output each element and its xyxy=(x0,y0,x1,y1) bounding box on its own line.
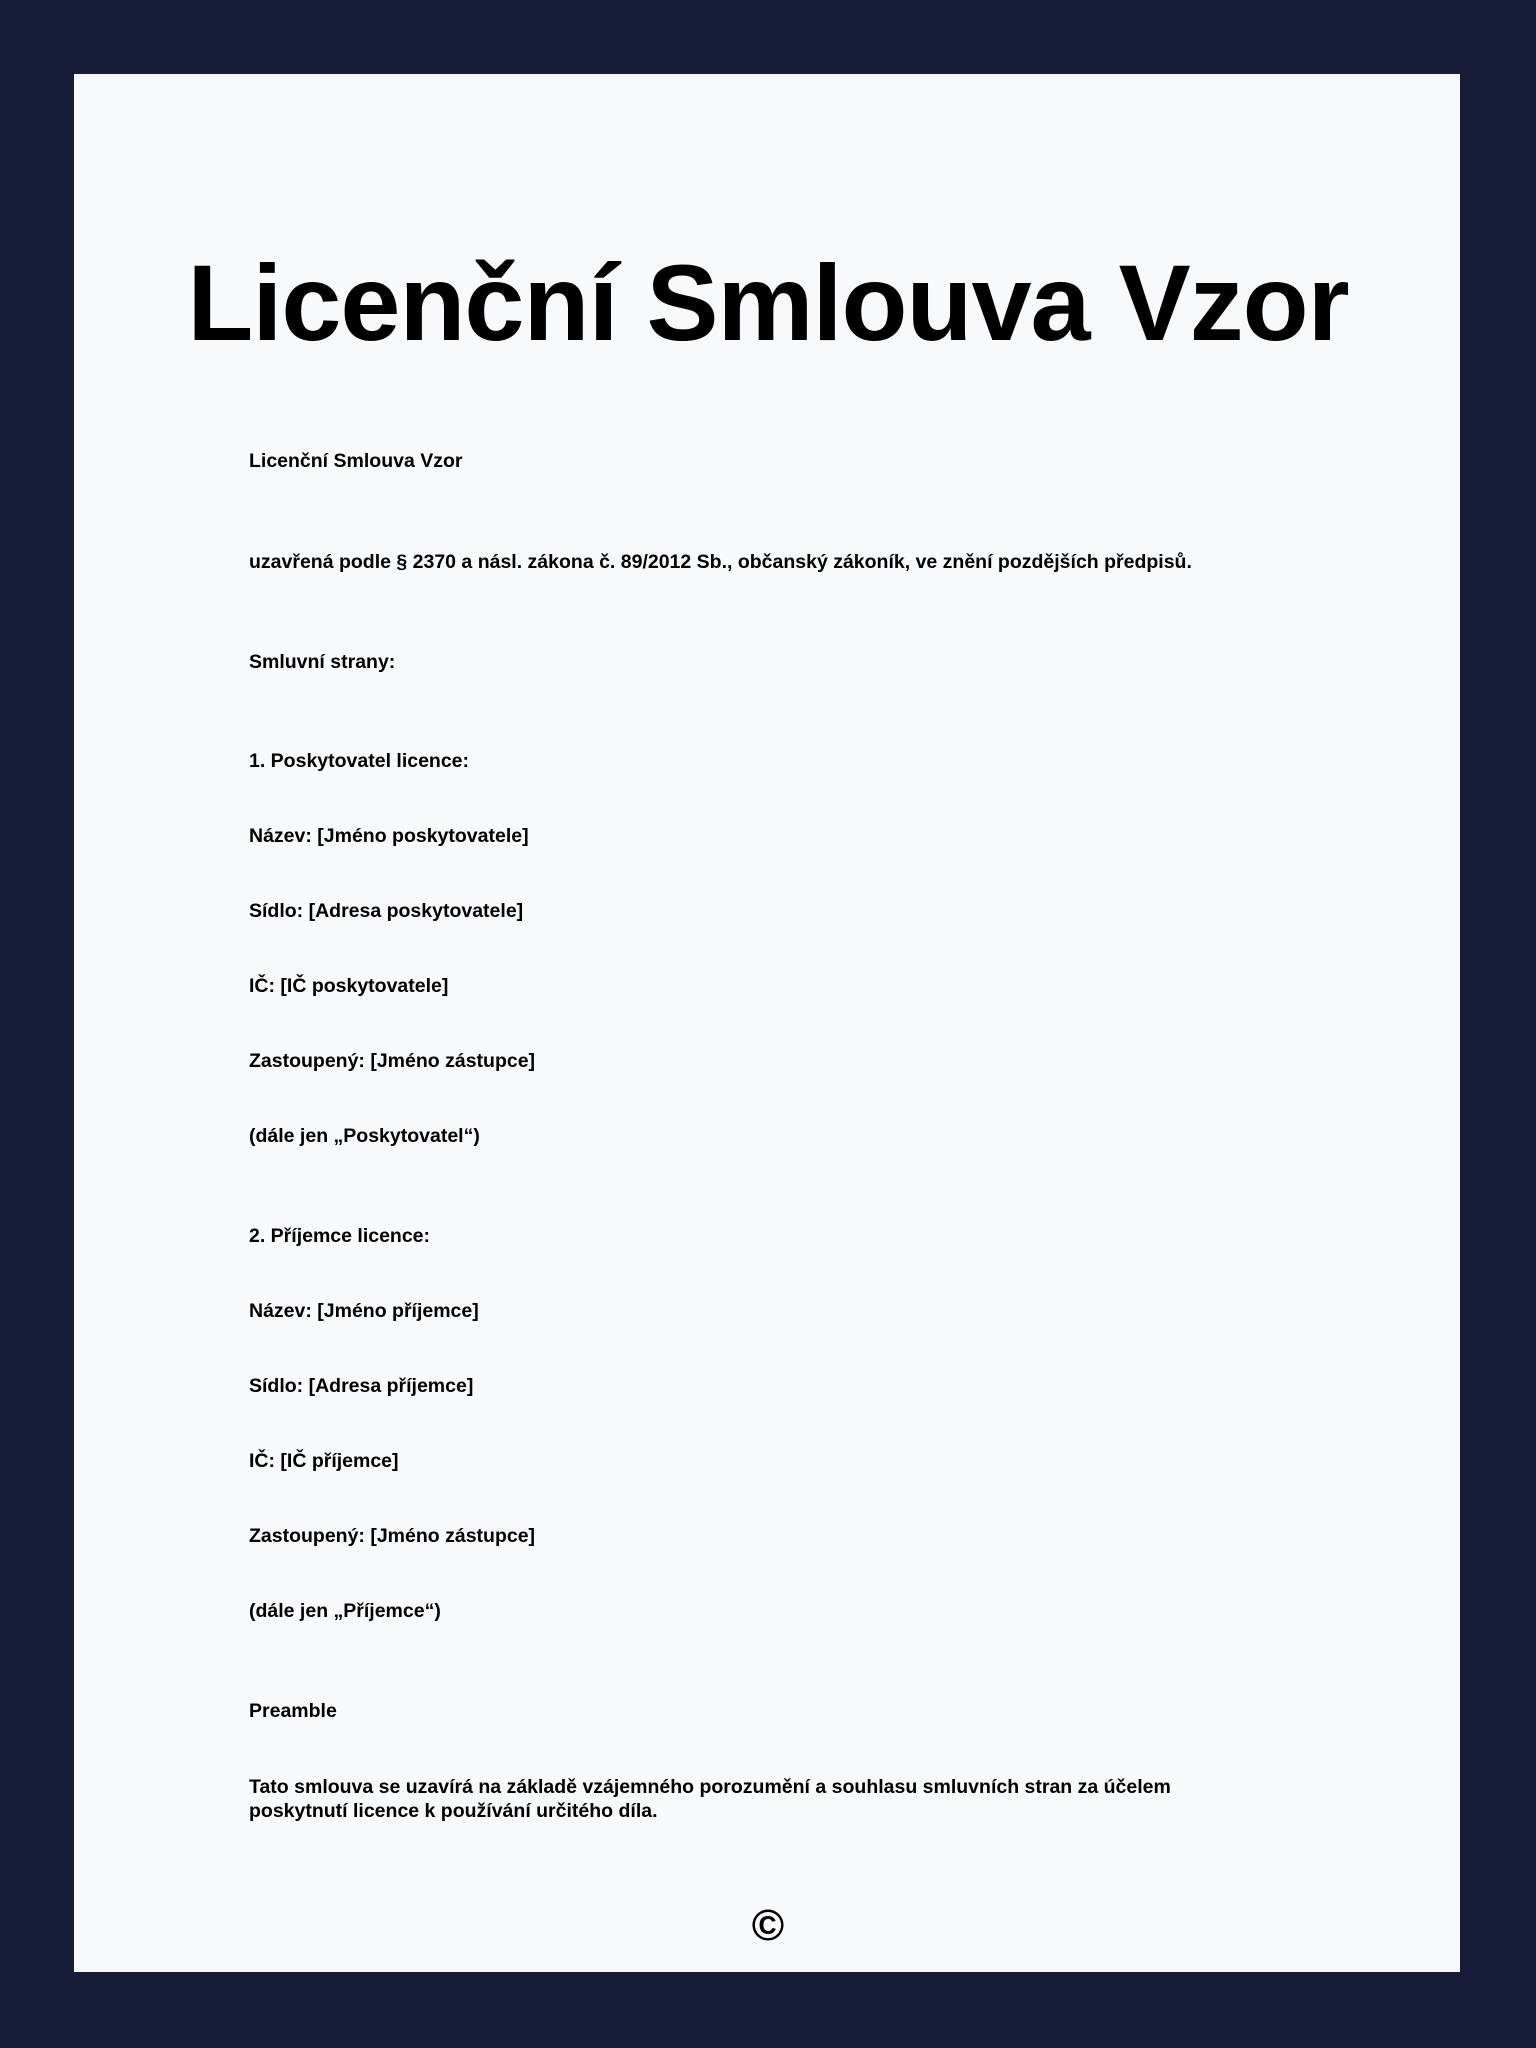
copyright-icon: © xyxy=(751,1901,785,1950)
recipient-representative: Zastoupený: [Jméno zástupce] xyxy=(249,1525,536,1547)
legal-basis: uzavřená podle § 2370 a násl. zákona č. 89/2012 Sb., občanský zákoník, ve znění pozdějších předpisů. xyxy=(249,551,1192,573)
provider-address: Sídlo: [Adresa poskytovatele] xyxy=(249,900,524,922)
recipient-heading: 2. Příjemce licence: xyxy=(249,1225,431,1247)
preamble-text: Tato smlouva se uzavírá na základě vzájemného porozumění a souhlasu smluvních stran za účelem poskytnutí licence k používání určitého díla. xyxy=(249,1776,1171,1822)
recipient-name: Název: [Jméno příjemce] xyxy=(249,1300,479,1322)
subtitle: Licenční Smlouva Vzor xyxy=(249,450,463,472)
provider-id: IČ: [IČ poskytovatele] xyxy=(249,975,449,997)
parties-heading: Smluvní strany: xyxy=(249,651,396,673)
provider-heading: 1. Poskytovatel licence: xyxy=(249,750,470,772)
preamble-heading: Preamble xyxy=(249,1700,337,1722)
recipient-alias: (dále jen „Příjemce“) xyxy=(249,1600,441,1622)
provider-representative: Zastoupený: [Jméno zástupce] xyxy=(249,1050,536,1072)
recipient-address: Sídlo: [Adresa příjemce] xyxy=(249,1375,474,1397)
provider-name: Název: [Jméno poskytovatele] xyxy=(249,825,529,847)
provider-alias: (dále jen „Poskytovatel“) xyxy=(249,1125,480,1147)
recipient-id: IČ: [IČ příjemce] xyxy=(249,1450,399,1472)
document-title: Licenční Smlouva Vzor xyxy=(187,242,1349,363)
